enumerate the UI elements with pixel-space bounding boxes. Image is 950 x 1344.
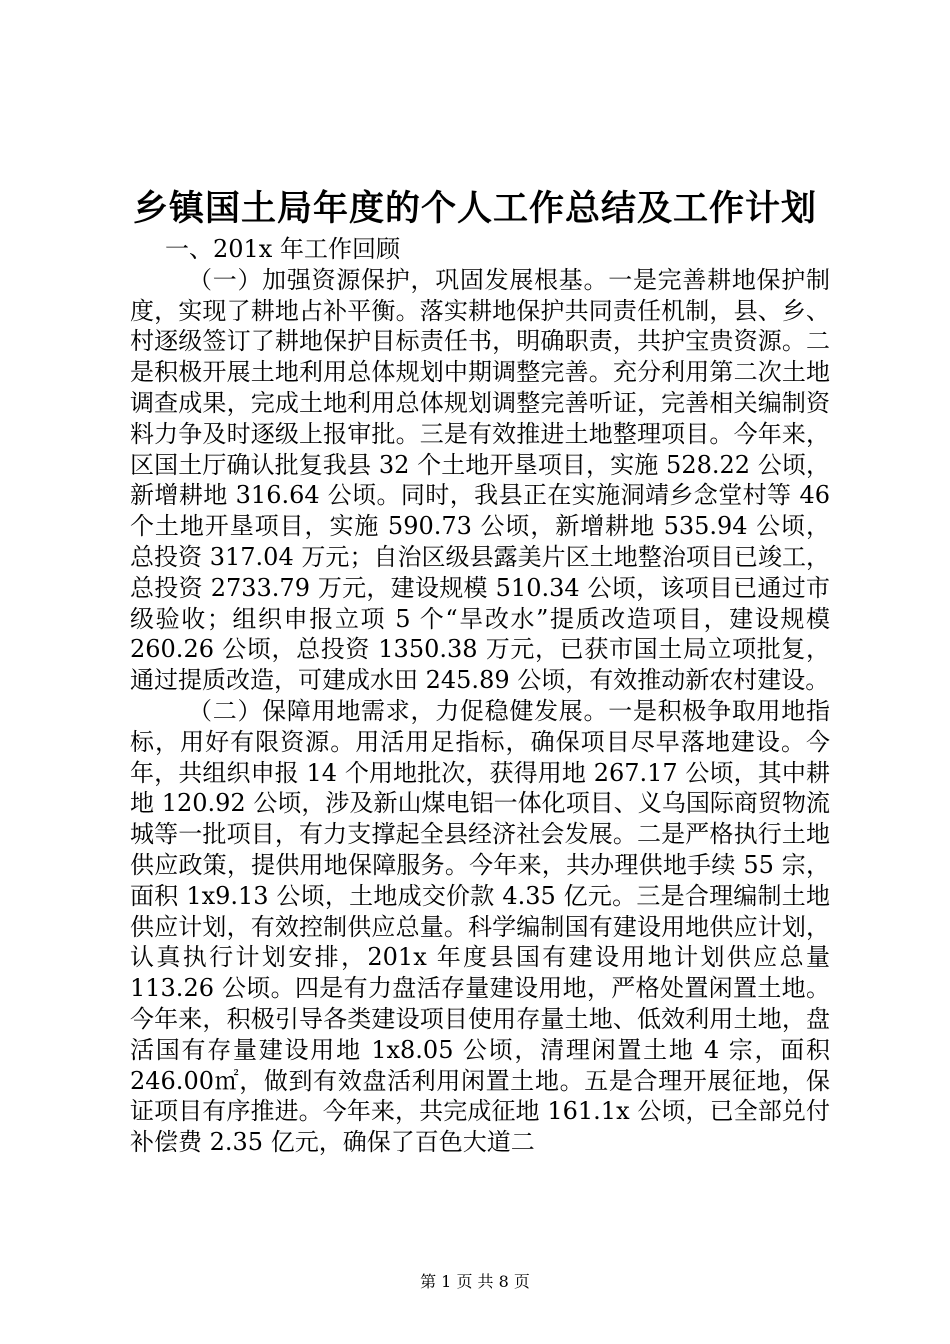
paragraph-2: （二）保障用地需求，力促稳健发展。一是积极争取用地指标，用好有限资源。用活用足指标，确保项目尽早落地建设。今年，共组织申报 14 个用地批次，获得用地 267.17 公顷，其中耕地 120.92 公顷，涉及新山煤电铝一体化项目、义乌国际商贸物流城等一批项目，有力支撑起全县经济社会发展。二是严格执行土地供应政策，提供用地保障服务。今年来，共办理供地手续 55 宗，面积 1x9.13 公顷，土地成交价款 4.35 亿元。三是合理编制土地供应计划，有效控制供应总量。科学编制国有建设用地供应计划，认真执行计划安排，201x 年度县国有建设用地计划供应总量 113.26 公顷。四是有力盘活存量建设用地，严格处置闲置土地。今年来，积极引导各类建设项目使用存量土地、低效利用土地，盘活国有存量建设用地 1x8.05 公顷，清理闲置土地 4 宗，面积 246.00㎡，做到有效盘活利用闲置土地。五是合理开展征地，保证项目有序推进。今年来，共完成征地 161.1x 公顷，已全部兑付补偿费 2.35 亿元，确保了百色大道二	[130, 696, 830, 1157]
document-body	[130, 234, 830, 1158]
page-footer: 第 1 页 共 8 页	[420, 1272, 530, 1291]
document-title: 乡镇国土局年度的个人工作总结及工作计划	[132, 188, 817, 229]
paragraph-1: （一）加强资源保护，巩固发展根基。一是完善耕地保护制度，实现了耕地占补平衡。落实耕地保护共同责任机制，县、乡、村逐级签订了耕地保护目标责任书，明确职责，共护宝贵资源。二是积极开展土地利用总体规划中期调整完善。充分利用第二次土地调查成果，完成土地利用总体规划调整完善听证，完善相关编制资料力争及时逐级上报审批。三是有效推进土地整理项目。今年来，区国土厅确认批复我县 32 个土地开垦项目，实施 528.22 公顷，新增耕地 316.64 公顷。同时，我县正在实施洞靖乡念堂村等 46 个土地开垦项目，实施 590.73 公顷，新增耕地 535.94 公顷，总投资 317.04 万元；自治区级县露美片区土地整治项目已竣工，总投资 2733.79 万元，建设规模 510.34 公顷，该项目已通过市级验收；组织申报立项 5 个“旱改水”提质改造项目，建设规模 260.26 公顷，总投资 1350.38 万元，已获市国土局立项批复，通过提质改造，可建成水田 245.89 公顷，有效推动新农村建设。	[130, 265, 830, 695]
section-heading: 一、201x 年工作回顾	[165, 235, 400, 263]
